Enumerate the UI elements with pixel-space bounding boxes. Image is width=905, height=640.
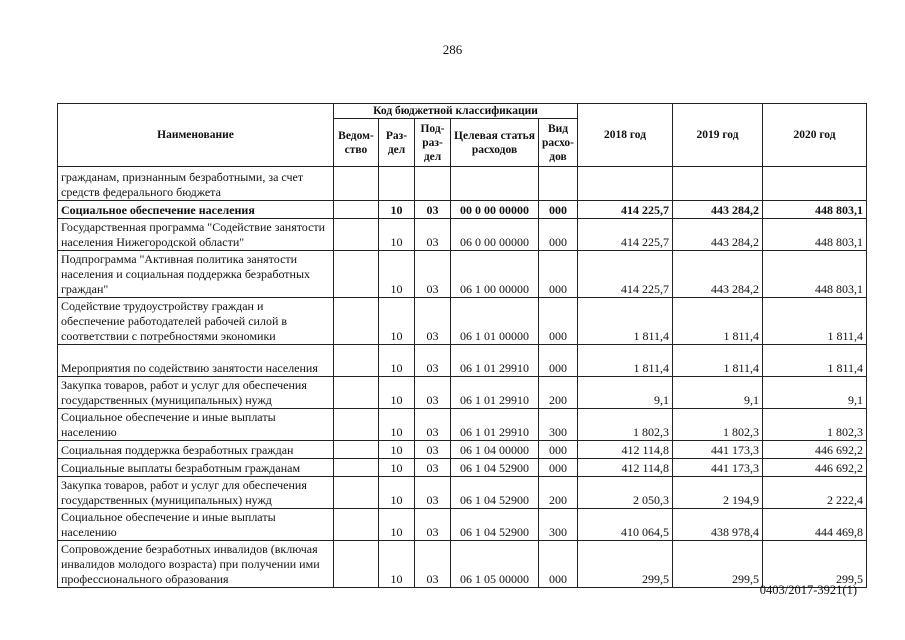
header-vid: Вид расхо-дов	[539, 119, 578, 167]
cell-2019: 2 194,9	[673, 477, 763, 509]
cell-podrazdel: 03	[415, 219, 451, 251]
cell-razdel: 10	[379, 409, 415, 441]
cell-podrazdel: 03	[415, 298, 451, 345]
cell-tselevaya: 06 1 00 00000	[451, 251, 539, 298]
cell-2018: 1 811,4	[578, 345, 673, 377]
cell-2020: 446 692,2	[763, 459, 867, 477]
cell-tselevaya: 06 1 04 00000	[451, 441, 539, 459]
cell-2018: 1 802,3	[578, 409, 673, 441]
cell-vedomstvo	[334, 409, 379, 441]
cell-podrazdel	[415, 167, 451, 201]
cell-2020	[763, 167, 867, 201]
cell-tselevaya: 06 1 05 00000	[451, 541, 539, 588]
cell-name: Сопровождение безработных инвалидов (включая инвалидов молодого возраста) при получении ими профессионального образования	[58, 541, 334, 588]
cell-2020: 9,1	[763, 377, 867, 409]
cell-razdel	[379, 167, 415, 201]
cell-name: Государственная программа "Содействие занятости населения Нижегородской области"	[58, 219, 334, 251]
cell-podrazdel: 03	[415, 477, 451, 509]
cell-2019: 443 284,2	[673, 219, 763, 251]
cell-vid: 300	[539, 509, 578, 541]
cell-2020: 448 803,1	[763, 219, 867, 251]
cell-2018	[578, 167, 673, 201]
cell-2020: 1 811,4	[763, 298, 867, 345]
cell-tselevaya: 00 0 00 00000	[451, 201, 539, 219]
cell-2018: 414 225,7	[578, 201, 673, 219]
cell-vedomstvo	[334, 509, 379, 541]
cell-2019: 441 173,3	[673, 459, 763, 477]
cell-vedomstvo	[334, 219, 379, 251]
cell-razdel: 10	[379, 509, 415, 541]
cell-name: Мероприятия по содействию занятости населения	[58, 345, 334, 377]
page-number: 286	[442, 42, 463, 57]
cell-tselevaya: 06 1 01 29910	[451, 345, 539, 377]
cell-2020: 2 222,4	[763, 477, 867, 509]
cell-2019	[673, 167, 763, 201]
cell-vid: 000	[539, 201, 578, 219]
cell-razdel: 10	[379, 459, 415, 477]
cell-vedomstvo	[334, 541, 379, 588]
cell-razdel: 10	[379, 441, 415, 459]
cell-vid: 300	[539, 409, 578, 441]
cell-2019: 443 284,2	[673, 251, 763, 298]
cell-2019: 1 811,4	[673, 298, 763, 345]
cell-podrazdel: 03	[415, 251, 451, 298]
cell-2018: 410 064,5	[578, 509, 673, 541]
table-row	[58, 201, 867, 219]
table-header	[58, 104, 867, 167]
cell-2020: 448 803,1	[763, 251, 867, 298]
header-2020: 2020 год	[763, 104, 867, 167]
cell-tselevaya: 06 1 01 29910	[451, 377, 539, 409]
cell-razdel: 10	[379, 377, 415, 409]
cell-vid: 000	[539, 345, 578, 377]
table-row	[58, 345, 867, 377]
cell-2019: 1 802,3	[673, 409, 763, 441]
table-row	[58, 477, 867, 509]
header-razdel: Раз-дел	[379, 119, 415, 167]
cell-2019: 438 978,4	[673, 509, 763, 541]
cell-tselevaya: 06 1 04 52900	[451, 509, 539, 541]
cell-2019: 9,1	[673, 377, 763, 409]
cell-razdel: 10	[379, 345, 415, 377]
cell-podrazdel: 03	[415, 509, 451, 541]
table-row	[58, 219, 867, 251]
cell-tselevaya: 06 0 00 00000	[451, 219, 539, 251]
cell-vid: 000	[539, 541, 578, 588]
budget-table	[57, 103, 867, 588]
cell-2018: 414 225,7	[578, 219, 673, 251]
cell-vedomstvo	[334, 477, 379, 509]
header-tselevaya: Целевая статья расходов	[451, 119, 539, 167]
cell-tselevaya: 06 1 01 29910	[451, 409, 539, 441]
cell-podrazdel: 03	[415, 201, 451, 219]
cell-vid: 000	[539, 298, 578, 345]
cell-2020: 446 692,2	[763, 441, 867, 459]
table-row	[58, 251, 867, 298]
cell-vedomstvo	[334, 251, 379, 298]
header-2018: 2018 год	[578, 104, 673, 167]
cell-vid	[539, 167, 578, 201]
cell-vedomstvo	[334, 201, 379, 219]
cell-razdel: 10	[379, 219, 415, 251]
table-row	[58, 541, 867, 588]
cell-tselevaya: 06 1 01 00000	[451, 298, 539, 345]
cell-podrazdel: 03	[415, 377, 451, 409]
cell-2019: 299,5	[673, 541, 763, 588]
cell-2018: 1 811,4	[578, 298, 673, 345]
cell-2019: 1 811,4	[673, 345, 763, 377]
header-podrazdel: Под-раз-дел	[415, 119, 451, 167]
cell-vid: 000	[539, 219, 578, 251]
cell-tselevaya: 06 1 04 52900	[451, 459, 539, 477]
cell-razdel: 10	[379, 201, 415, 219]
cell-2020: 299,5	[763, 541, 867, 588]
cell-name: Закупка товаров, работ и услуг для обеспечения государственных (муниципальных) нужд	[58, 477, 334, 509]
cell-2020: 444 469,8	[763, 509, 867, 541]
cell-2018: 2 050,3	[578, 477, 673, 509]
cell-tselevaya: 06 1 04 52900	[451, 477, 539, 509]
cell-vid: 000	[539, 441, 578, 459]
cell-name: Социальная поддержка безработных граждан	[58, 441, 334, 459]
cell-vedomstvo	[334, 345, 379, 377]
table-row	[58, 377, 867, 409]
cell-vedomstvo	[334, 459, 379, 477]
cell-2018: 414 225,7	[578, 251, 673, 298]
cell-vid: 000	[539, 251, 578, 298]
header-code-group: Код бюджетной классификации	[334, 104, 578, 119]
cell-2018: 299,5	[578, 541, 673, 588]
cell-name: Закупка товаров, работ и услуг для обеспечения государственных (муниципальных) нужд	[58, 377, 334, 409]
cell-vid: 000	[539, 459, 578, 477]
cell-vedomstvo	[334, 167, 379, 201]
cell-podrazdel: 03	[415, 345, 451, 377]
cell-name: Содействие трудоустройству граждан и обеспечение работодателей рабочей силой в соответствии с потребностями экономики	[58, 298, 334, 345]
cell-2020: 1 802,3	[763, 409, 867, 441]
cell-2020: 1 811,4	[763, 345, 867, 377]
cell-name: Социальное обеспечение и иные выплаты населению	[58, 409, 334, 441]
cell-razdel: 10	[379, 251, 415, 298]
table-row	[58, 167, 867, 201]
cell-razdel: 10	[379, 477, 415, 509]
cell-name: Социальное обеспечение населения	[58, 201, 334, 219]
cell-tselevaya	[451, 167, 539, 201]
table-row	[58, 409, 867, 441]
cell-name: гражданам, признанным безработными, за счет средств федерального бюджета	[58, 167, 334, 201]
table-body	[58, 167, 867, 588]
cell-razdel: 10	[379, 541, 415, 588]
cell-vedomstvo	[334, 377, 379, 409]
cell-vid: 200	[539, 377, 578, 409]
cell-vid: 200	[539, 477, 578, 509]
cell-podrazdel: 03	[415, 441, 451, 459]
table-row	[58, 441, 867, 459]
cell-2019: 443 284,2	[673, 201, 763, 219]
header-name: Наименование	[58, 104, 334, 167]
cell-podrazdel: 03	[415, 541, 451, 588]
cell-razdel: 10	[379, 298, 415, 345]
table-row	[58, 509, 867, 541]
cell-name: Подпрограмма "Активная политика занятости населения и социальная поддержка безработных граждан"	[58, 251, 334, 298]
table-row	[58, 459, 867, 477]
cell-2018: 412 114,8	[578, 459, 673, 477]
cell-2018: 9,1	[578, 377, 673, 409]
header-2019: 2019 год	[673, 104, 763, 167]
cell-vedomstvo	[334, 441, 379, 459]
table-row	[58, 298, 867, 345]
cell-name: Социальные выплаты безработным гражданам	[58, 459, 334, 477]
cell-2019: 441 173,3	[673, 441, 763, 459]
document-code: 0403/2017-3921(1)	[759, 583, 857, 597]
header-vedomstvo: Ведом-ство	[334, 119, 379, 167]
cell-vedomstvo	[334, 298, 379, 345]
cell-podrazdel: 03	[415, 459, 451, 477]
cell-podrazdel: 03	[415, 409, 451, 441]
cell-2020: 448 803,1	[763, 201, 867, 219]
cell-2018: 412 114,8	[578, 441, 673, 459]
cell-name: Социальное обеспечение и иные выплаты населению	[58, 509, 334, 541]
